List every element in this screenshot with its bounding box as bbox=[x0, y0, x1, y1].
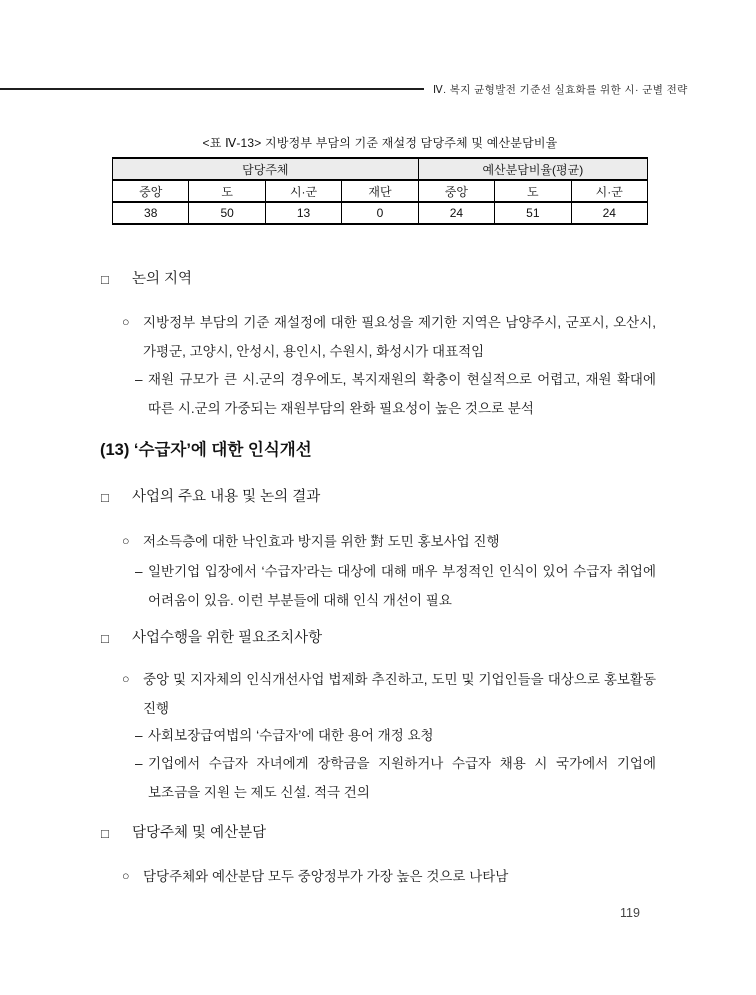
header-rule bbox=[0, 88, 424, 90]
section-heading-text: 담당주체 및 예산분담 bbox=[132, 825, 267, 841]
list-item bbox=[122, 665, 656, 723]
section-heading bbox=[101, 265, 656, 294]
square-bullet-icon: □ bbox=[101, 826, 109, 841]
list-item-text: 저소득층에 대한 낙인효과 방지를 위한 對 도민 홍보사업 진행 bbox=[143, 534, 500, 549]
table-cell: 24 bbox=[571, 202, 647, 224]
sub-list-item-text: 재원 규모가 큰 시.군의 경우에도, 복지재원의 확충이 현실적으로 어렵고, 재원 확대에 따른 시.군의 가중되는 재원부담의 완화 필요성이 높은 것으로 분석 bbox=[148, 372, 656, 416]
table-group-header-row bbox=[113, 158, 648, 180]
numbered-heading-text: (13) ‘수급자’에 대한 인식개선 bbox=[100, 441, 312, 459]
square-bullet-icon: □ bbox=[101, 631, 109, 646]
table-column-header: 재단 bbox=[342, 180, 418, 202]
list-item-text: 중앙 및 지자체의 인식개선사업 법제화 추진하고, 도민 및 기업인들을 대상으로 홍보활동 진행 bbox=[143, 672, 656, 716]
list-item-text: 담당주체와 예산분담 모두 중앙정부가 가장 높은 것으로 나타남 bbox=[143, 869, 509, 884]
table-data-row bbox=[113, 202, 648, 224]
table-column-header: 도 bbox=[189, 180, 265, 202]
table-cell: 0 bbox=[342, 202, 418, 224]
table-column-header: 도 bbox=[495, 180, 571, 202]
dash-bullet-icon: – bbox=[135, 756, 143, 771]
list-item bbox=[122, 308, 656, 366]
section-heading-text: 사업의 주요 내용 및 논의 결과 bbox=[132, 489, 321, 505]
sub-list-item bbox=[135, 749, 656, 807]
table-caption: <표 Ⅳ-13> 지방정부 부담의 기준 재설정 담당주체 및 예산분담비율 bbox=[202, 136, 558, 150]
numbered-heading bbox=[100, 436, 656, 465]
table-column-header: 시·군 bbox=[571, 180, 647, 202]
sub-list-item-text: 사회보장급여법의 ‘수급자’에 대한 용어 개정 요청 bbox=[148, 728, 434, 743]
square-bullet-icon: □ bbox=[101, 490, 109, 505]
circle-bullet-icon: ○ bbox=[122, 534, 130, 548]
sub-list-item-text: 일반기업 입장에서 ‘수급자’라는 대상에 대해 매우 부정적인 인식이 있어 수급자 취업에 어려움이 있음. 이런 부분들에 대해 인식 개선이 필요 bbox=[148, 564, 656, 608]
square-bullet-icon: □ bbox=[101, 272, 109, 287]
table-cell: 38 bbox=[113, 202, 189, 224]
dash-bullet-icon: – bbox=[135, 564, 143, 579]
list-item bbox=[122, 527, 656, 556]
section-heading bbox=[101, 624, 656, 653]
table-cell: 13 bbox=[265, 202, 341, 224]
list-item-text: 지방정부 부담의 기준 재설정에 대한 필요성을 제기한 지역은 남양주시, 군포시, 오산시, 가평군, 고양시, 안성시, 용인시, 수원시, 화성시가 대표적임 bbox=[143, 315, 656, 359]
list-item bbox=[122, 862, 656, 891]
section-heading-text: 사업수행을 위한 필요조치사항 bbox=[132, 630, 323, 646]
table-group-header: 예산분담비율(평균) bbox=[418, 158, 647, 180]
page-number: 119 bbox=[620, 906, 640, 920]
section-heading bbox=[101, 483, 656, 512]
running-header: Ⅳ. 복지 균형발전 기준선 실효화를 위한 시· 군별 전략 bbox=[433, 84, 688, 96]
circle-bullet-icon: ○ bbox=[122, 672, 130, 686]
table-column-header: 중앙 bbox=[418, 180, 494, 202]
sub-list-item-text: 기업에서 수급자 자녀에게 장학금을 지원하거나 수급자 채용 시 국가에서 기업에 보조금을 지원 는 제도 신설. 적극 건의 bbox=[148, 756, 656, 800]
sub-list-item bbox=[135, 557, 656, 615]
dash-bullet-icon: – bbox=[135, 372, 143, 387]
circle-bullet-icon: ○ bbox=[122, 315, 130, 329]
section-heading bbox=[101, 819, 656, 848]
sub-list-item bbox=[135, 365, 656, 423]
table-cell: 24 bbox=[418, 202, 494, 224]
sub-list-item bbox=[135, 721, 656, 750]
table-column-header: 중앙 bbox=[113, 180, 189, 202]
data-table bbox=[112, 157, 648, 225]
circle-bullet-icon: ○ bbox=[122, 869, 130, 883]
table-column-header: 시·군 bbox=[265, 180, 341, 202]
table-cell: 51 bbox=[495, 202, 571, 224]
table-cell: 50 bbox=[189, 202, 265, 224]
dash-bullet-icon: – bbox=[135, 728, 143, 743]
table-column-header-row bbox=[113, 180, 648, 202]
section-heading-text: 논의 지역 bbox=[132, 271, 193, 287]
table-group-header: 담당주체 bbox=[113, 158, 419, 180]
